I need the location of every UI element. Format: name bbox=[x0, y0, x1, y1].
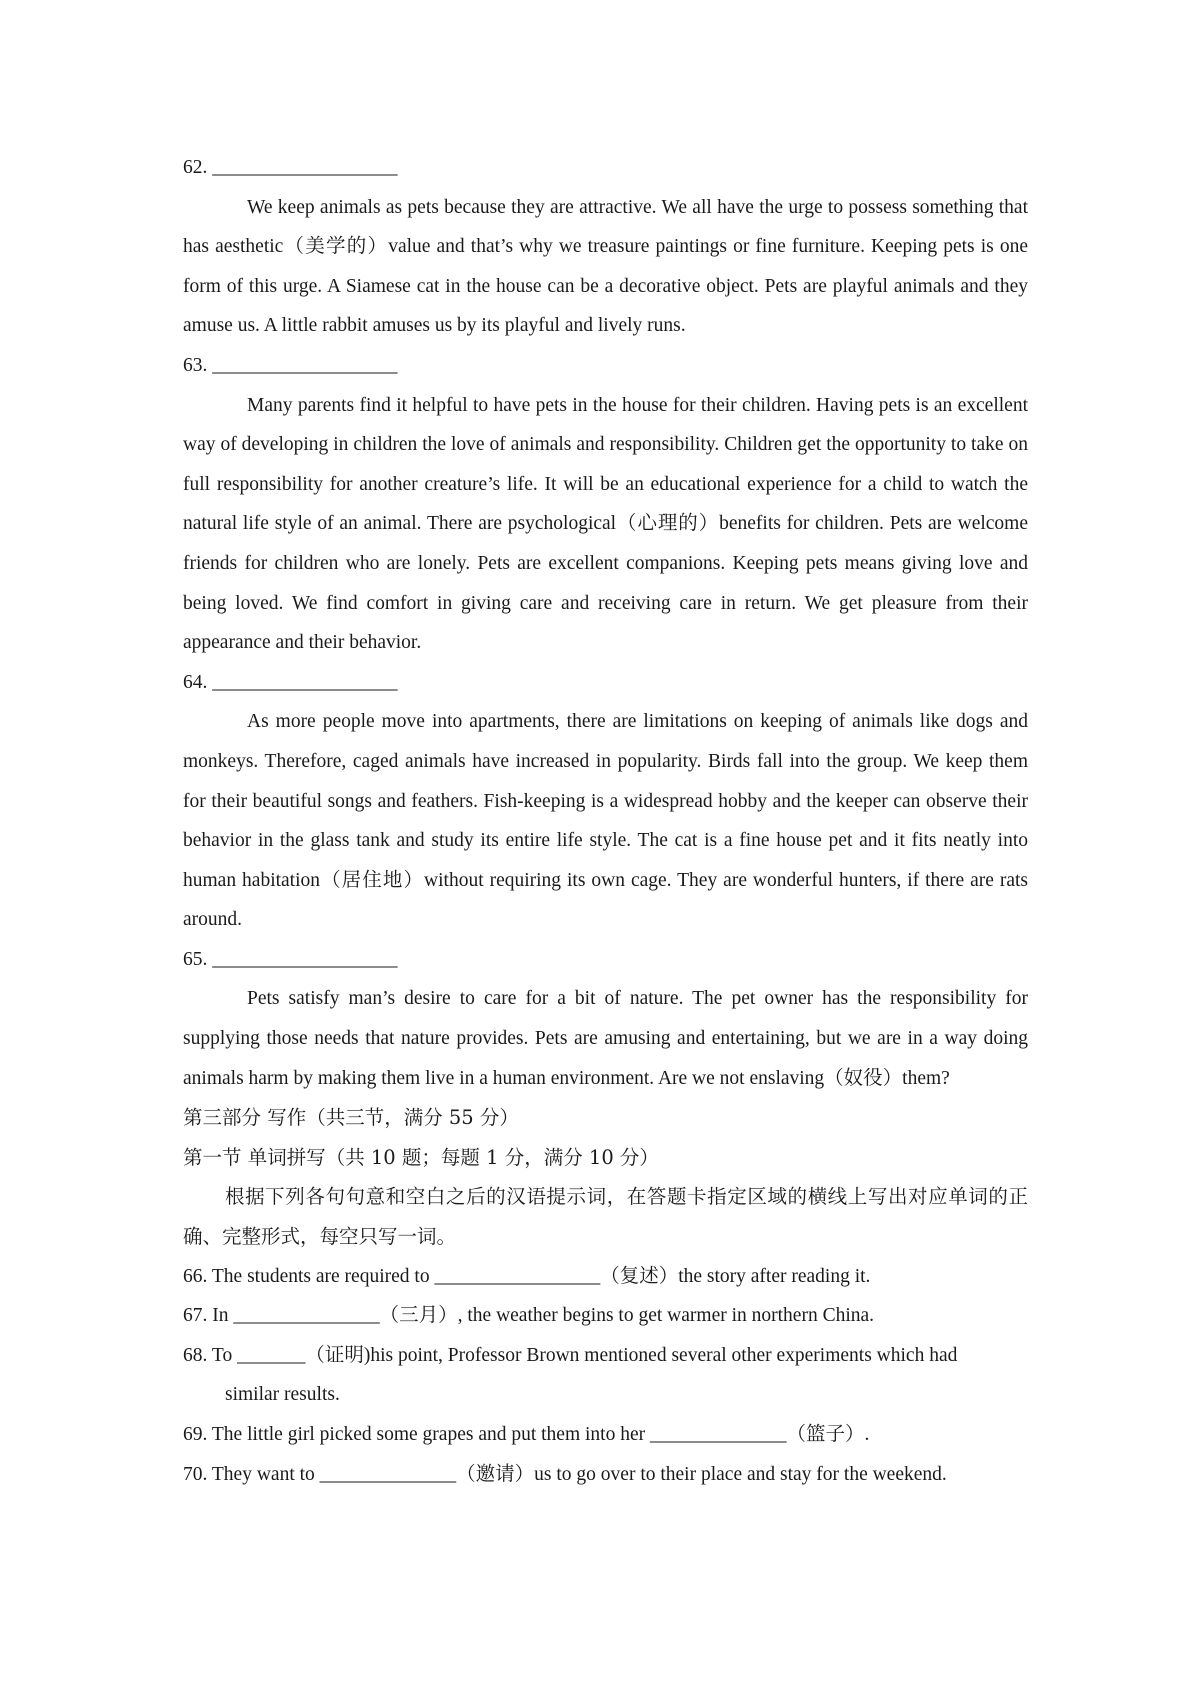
item-69: 69. The little girl picked some grapes and put them into her ______________（篮子）. bbox=[183, 1424, 870, 1445]
question-63-number: 63. ___________________ bbox=[183, 354, 398, 376]
item-66: 66. The students are required to _________________（复述）the story after reading it. bbox=[183, 1265, 871, 1287]
paragraph-64: As more people move into apartments, there are limitations on keeping of animals like dogs and monkeys. Therefore, caged animals have increased in popularity. Birds fall into the group. We keep them for their beautiful songs and feathers. Fish-keeping is a widespread hobby and the keeper can observe their behavior in the glass tank and study its entire life style. The cat is a fine house pet and it fits neatly into human habitation（居住地）without requiring its own cage. They are wonderful hunters, if there are rats around. bbox=[183, 711, 1028, 931]
question-62-number: 62. ___________________ bbox=[183, 157, 398, 178]
paragraph-65: Pets satisfy man’s desire to care for a bit of nature. The pet owner has the responsibility for supplying those needs that nature provides. Pets are amusing and entertaining, but we are in a way doing animals harm by making them live in a human environment. Are we not enslaving（奴役）them? bbox=[183, 988, 1028, 1089]
item-68: 68. To _______（证明)his point, Professor Brown mentioned several other experiments which had bbox=[183, 1344, 958, 1366]
item-67: 67. In _______________（三月）, the weather begins to get warmer in northern China. bbox=[183, 1305, 875, 1327]
section1-title: 第一节 单词拼写（共 10 题；每题 1 分，满分 10 分） bbox=[183, 1145, 659, 1169]
reading-section bbox=[183, 148, 1028, 1098]
instructions: 根据下列各句句意和空白之后的汉语提示词，在答题卡指定区域的横线上写出对应单词的正确、完整形式，每空只写一词。 bbox=[183, 1185, 1028, 1249]
section3-title: 第三部分 写作（共三节，满分 55 分） bbox=[183, 1106, 519, 1130]
paragraph-63: Many parents find it helpful to have pets in the house for their children. Having pets is an excellent way of developing in children the love of animals and responsibility. Children get the opportunity to take on full responsibility for another creature’s life. It will be an educational experience for a child to watch the natural life style of an animal. There are psychological（心理的）benefits for children. Pets are welcome friends for children who are lonely. Pets are excellent companions. Keeping pets means giving love and being loved. We find comfort in giving care and receiving care in return. We get pleasure from their appearance and their behavior. bbox=[183, 394, 1028, 654]
question-64-number: 64. ___________________ bbox=[183, 671, 398, 693]
item-68-continued: similar results. bbox=[225, 1384, 340, 1406]
spelling-items bbox=[183, 1257, 1028, 1495]
question-65-number: 65. ___________________ bbox=[183, 948, 398, 970]
item-70: 70. They want to ______________（邀请）us to go over to their place and stay for the weekend. bbox=[183, 1463, 947, 1485]
paragraph-62: We keep animals as pets because they are attractive. We all have the urge to possess something that has aesthetic（美学的）value and that’s why we treasure paintings or fine furniture. Keeping pets is one form of this urge. A Siamese cat in the house can be a decorative object. Pets are playful animals and they amuse us. A little rabbit amuses us by its playful and lively runs. bbox=[183, 196, 1028, 337]
exam-page bbox=[183, 148, 1028, 1494]
